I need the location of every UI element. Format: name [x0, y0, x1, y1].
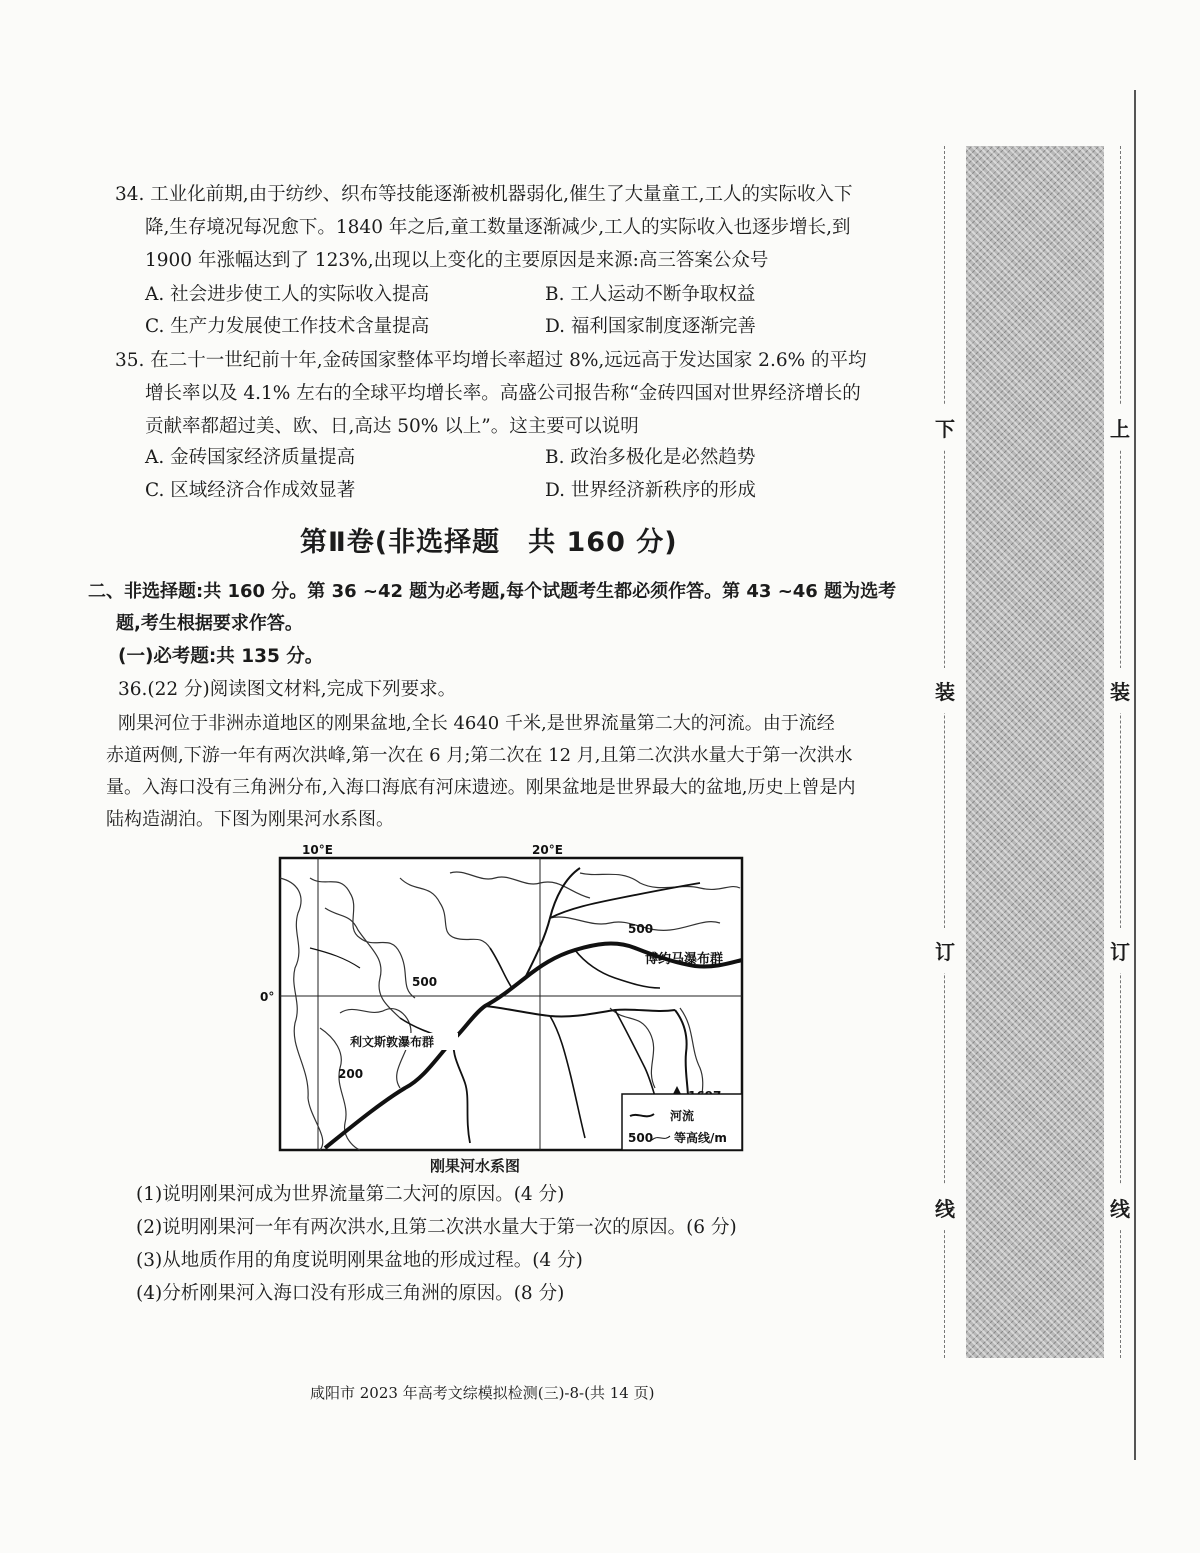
q34-line-2: 降,生存境况每况愈下。1840 年之后,童工数量逐渐减少,工人的实际收入也逐步增长,到 [145, 217, 851, 238]
subquestion-4: (4)分析刚果河入海口没有形成三角洲的原因。(8 分) [136, 1283, 565, 1304]
q35-line-2: 增长率以及 4.1% 左右的全球平均增长率。高盛公司报告称“金砖四国对世界经济增长的 [145, 383, 861, 404]
question-34-stem [115, 178, 920, 277]
legend-contour-value: 500 [628, 1131, 654, 1145]
required-heading: (一)必考题:共 135 分。 [118, 646, 324, 667]
label-contour-200: 200 [338, 1067, 364, 1081]
q34-option-b: B. 工人运动不断争取权益 [545, 284, 756, 305]
q35-option-a: A. 金砖国家经济质量提高 [145, 447, 356, 468]
label-livingstone-falls: 利文斯敦瀑布群 [350, 1035, 435, 1049]
q36-material-line-1: 刚果河位于非洲赤道地区的刚果盆地,全长 4640 千米,是世界流量第二大的河流。由于流经 [118, 713, 835, 734]
page-footer: 咸阳市 2023 年高考文综模拟检测(三)-8-(共 14 页) [310, 1384, 655, 1402]
binding-line-right [1120, 146, 1121, 1358]
q34-option-d: D. 福利国家制度逐渐完善 [545, 316, 756, 337]
q35-line-3: 贡献率都超过美、欧、日,高达 50% 以上”。这主要可以说明 [145, 416, 639, 437]
binding-strip [966, 146, 1104, 1358]
label-equator: 0° [260, 990, 275, 1004]
q35-option-d: D. 世界经济新秩序的形成 [545, 480, 756, 501]
binding-left-char-1: 下 [935, 405, 955, 450]
q35-option-b: B. 政治多极化是必然趋势 [545, 447, 756, 468]
binding-right-char-2: 装 [1110, 668, 1130, 713]
label-contour-500-ne: 500 [628, 922, 654, 936]
q36-material-line-4: 陆构造湖泊。下图为刚果河水系图。 [106, 809, 394, 830]
subquestion-2: (2)说明刚果河一年有两次洪水,且第二次洪水量大于第一次的原因。(6 分) [136, 1217, 737, 1238]
q36-heading: 36.(22 分)阅读图文材料,完成下列要求。 [118, 679, 457, 700]
label-20e: 20°E [532, 843, 563, 857]
legend-river-label: 河流 [670, 1109, 695, 1123]
subquestion-1: (1)说明刚果河成为世界流量第二大河的原因。(4 分) [136, 1184, 565, 1205]
section-intro-line-1: 二、非选择题:共 160 分。第 36 ~42 题为必考题,每个试题考生都必须作答。第 43 ~46 题为选考 [88, 581, 897, 602]
congo-river-map [250, 838, 750, 1153]
binding-line-left [944, 146, 945, 1358]
question-35-stem [115, 344, 920, 443]
q34-line-1: 34. 工业化前期,由于纺纱、织布等技能逐渐被机器弱化,催生了大量童工,工人的实际收入下 [115, 184, 853, 205]
section-intro [88, 576, 920, 640]
page-edge-line [1134, 90, 1136, 1460]
label-10e: 10°E [302, 843, 333, 857]
binding-left-char-3: 订 [935, 928, 955, 973]
binding-right-char-3: 订 [1110, 928, 1130, 973]
binding-right-char-1: 上 [1110, 405, 1130, 450]
binding-left-char-2: 装 [935, 668, 955, 713]
label-boyoma-falls: 博约马瀑布群 [645, 952, 724, 967]
q35-option-c: C. 区域经济合作成效显著 [145, 480, 356, 501]
q35-line-1: 35. 在二十一世纪前十年,金砖国家整体平均增长率超过 8%,远远高于发达国家 2.6% 的平均 [115, 350, 867, 371]
map-caption: 刚果河水系图 [430, 1157, 521, 1175]
q34-line-3: 1900 年涨幅达到了 123%,出现以上变化的主要原因是来源:高三答案公众号 [145, 250, 769, 271]
q34-option-a: A. 社会进步使工人的实际收入提高 [145, 284, 430, 305]
label-contour-500-w: 500 [412, 975, 438, 989]
q36-material-line-3: 量。入海口没有三角洲分布,入海口海底有河床遗迹。刚果盆地是世界最大的盆地,历史上曾是内 [106, 777, 856, 798]
q36-material-line-2: 赤道两侧,下游一年有两次洪峰,第一次在 6 月;第二次在 12 月,且第二次洪水量大于第一次洪水 [106, 745, 853, 766]
binding-left-char-4: 线 [935, 1185, 955, 1230]
binding-right-char-4: 线 [1110, 1185, 1130, 1230]
q36-material [88, 708, 920, 836]
section-intro-line-2: 题,考生根据要求作答。 [116, 613, 303, 634]
subquestion-3: (3)从地质作用的角度说明刚果盆地的形成过程。(4 分) [136, 1250, 583, 1271]
q34-option-c: C. 生产力发展使工作技术含量提高 [145, 316, 430, 337]
legend-contour-label: 等高线/m [674, 1131, 727, 1145]
section-2-title: 第Ⅱ卷(非选择题 共 160 分) [300, 527, 678, 558]
